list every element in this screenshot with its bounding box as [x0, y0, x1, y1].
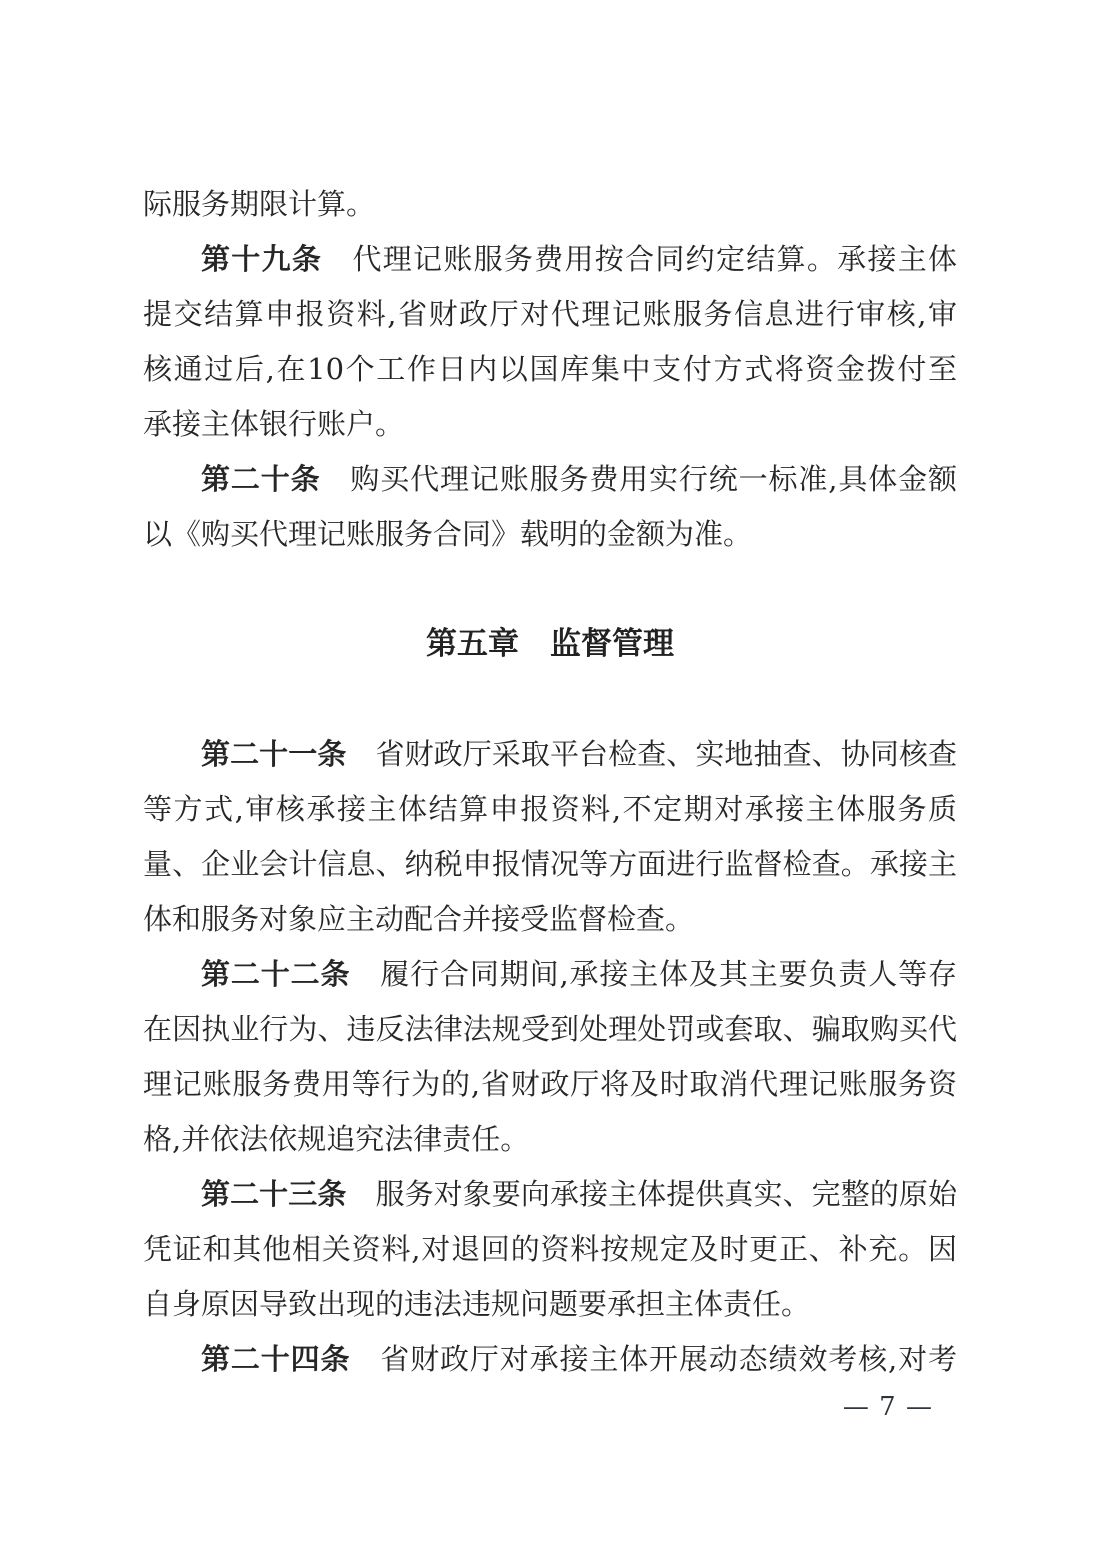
body-text: 承接主体银行账户。 [143, 407, 405, 441]
paragraph-line [143, 727, 957, 782]
article-label: 第二十三条 [201, 1177, 347, 1211]
body-text: 购买代理记账服务费用实行统一标准,具体金额 [320, 462, 957, 496]
paragraph-line [143, 177, 957, 232]
paragraph-line [143, 837, 957, 892]
paragraph-line [143, 1167, 957, 1222]
paragraph-line [143, 782, 957, 837]
paragraph-line [143, 342, 957, 397]
article-label: 第二十四条 [201, 1342, 351, 1376]
article-label: 第二十二条 [201, 957, 351, 991]
body-text: 际服务期限计算。 [143, 187, 376, 221]
body-text: 量、企业会计信息、纳税申报情况等方面进行监督检查。承接主 [143, 847, 957, 881]
chapter-heading [143, 617, 957, 672]
article-label: 第二十条 [201, 462, 321, 496]
paragraph-line [143, 1277, 957, 1332]
paragraph-line [143, 507, 957, 562]
body-text: 省财政厅采取平台检查、实地抽查、协同核查 [346, 737, 957, 771]
body-text: 理记账服务费用等行为的,省财政厅将及时取消代理记账服务资 [143, 1067, 957, 1101]
paragraph-line [143, 1057, 957, 1112]
paragraph-line [143, 287, 957, 342]
paragraph-line [143, 1332, 957, 1387]
paragraph-line [143, 892, 957, 947]
page-number: — 7 — [842, 1392, 933, 1422]
body-text: 自身原因导致出现的违法违规问题要承担主体责任。 [143, 1287, 811, 1321]
article-label: 第五章 [426, 626, 519, 662]
paragraph-line [143, 452, 957, 507]
body-text: 代理记账服务费用按合同约定结算。承接主体 [322, 242, 957, 276]
body-text: 服务对象要向承接主体提供真实、完整的原始 [346, 1177, 957, 1211]
body-text: 体和服务对象应主动配合并接受监督检查。 [143, 902, 695, 936]
paragraph-line [143, 1222, 957, 1277]
body-text: 核通过后,在10个工作日内以国库集中支付方式将资金拨付至 [143, 352, 957, 386]
body-text: 凭证和其他相关资料,对退回的资料按规定及时更正、补充。因 [143, 1232, 957, 1266]
article-label: 第二十一条 [201, 737, 347, 771]
body-text: 提交结算申报资料,省财政厅对代理记账服务信息进行审核,审 [143, 297, 957, 331]
paragraph-line [143, 397, 957, 452]
blank-line [143, 562, 957, 617]
paragraph-line [143, 232, 957, 287]
paragraph-line [143, 1002, 957, 1057]
paragraph-line [143, 947, 957, 1002]
body-text: 省财政厅对承接主体开展动态绩效考核,对考 [350, 1342, 957, 1376]
blank-line [143, 672, 957, 727]
body-text: 以《购买代理记账服务合同》载明的金额为准。 [143, 517, 753, 551]
article-label: 第十九条 [201, 242, 323, 276]
body-text: 等方式,审核承接主体结算申报资料,不定期对承接主体服务质 [143, 792, 957, 826]
paragraph-line [143, 1112, 957, 1167]
body-text: 格,并依法依规追究法律责任。 [143, 1122, 530, 1156]
document-body [143, 177, 957, 1387]
body-text: 在因执业行为、违反法律法规受到处理处罚或套取、骗取购买代 [143, 1012, 957, 1046]
article-label: 监督管理 [550, 626, 674, 662]
body-text: 履行合同期间,承接主体及其主要负责人等存 [350, 957, 957, 991]
